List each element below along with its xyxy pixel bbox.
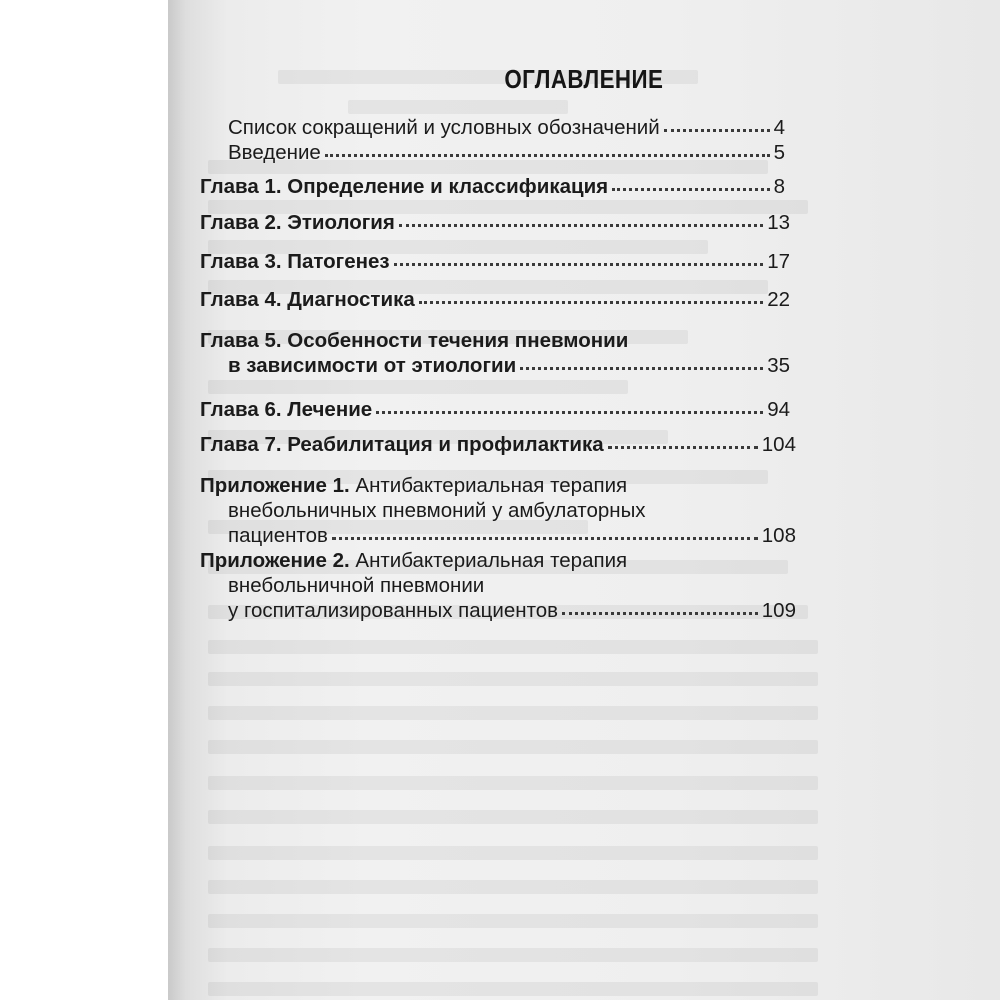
toc-label: Список сокращений и условных обозначений: [228, 116, 660, 139]
toc-page-number: 108: [761, 524, 796, 547]
leader-dots: [419, 300, 763, 304]
toc-entry-chapter-6[interactable]: [200, 398, 790, 422]
leader-dots: [562, 611, 758, 615]
toc-entry-chapter-4[interactable]: [200, 288, 790, 312]
leader-dots: [520, 366, 763, 370]
table-of-contents: [168, 0, 1000, 1000]
toc-page-number: 8: [773, 175, 785, 198]
toc-page-number: 35: [767, 354, 790, 377]
toc-page-number: 109: [761, 599, 796, 622]
toc-entry-appendix-2-line2: внебольничной пневмонии: [228, 574, 485, 597]
toc-label: Глава 3. Патогенез: [200, 250, 390, 273]
page-title: ОГЛАВЛЕНИЕ: [504, 64, 664, 94]
toc-entry-appendix-2[interactable]: [228, 599, 796, 623]
toc-label: Глава 7. Реабилитация и профилактика: [200, 433, 604, 456]
toc-page-number: 94: [767, 398, 790, 421]
toc-label: Глава 6. Лечение: [200, 398, 373, 421]
leader-dots: [376, 410, 763, 414]
appendix-title: Антибактериальная терапия: [355, 474, 628, 497]
toc-entry-chapter-3[interactable]: [200, 250, 790, 274]
appendix-prefix: Приложение 1.: [200, 474, 350, 497]
appendix-prefix: Приложение 2.: [200, 549, 350, 572]
leader-dots: [394, 262, 764, 266]
toc-entry-appendix-1-line2: внебольничных пневмоний у амбулаторных: [228, 499, 646, 522]
toc-entry-chapter-1[interactable]: [200, 175, 785, 199]
toc-entry-chapter-5-line1[interactable]: Глава 5. Особенности течения пневмонии: [200, 329, 629, 352]
leader-dots: [664, 128, 770, 132]
toc-label: Глава 1. Определение и классификация: [200, 175, 609, 198]
toc-page-number: 4: [773, 116, 785, 139]
toc-entry-chapter-2[interactable]: [200, 211, 790, 235]
toc-entry-intro[interactable]: [228, 141, 785, 165]
toc-page-number: 17: [767, 250, 790, 273]
toc-label: в зависимости от этиологии: [228, 354, 517, 377]
toc-entry-appendix-1-line1[interactable]: [200, 474, 627, 498]
toc-label: Глава 2. Этиология: [200, 211, 395, 234]
toc-entry-appendix-1[interactable]: [228, 524, 796, 548]
leader-dots: [612, 187, 769, 191]
toc-page-number: 13: [767, 211, 790, 234]
toc-entry-abbreviations[interactable]: [228, 116, 785, 140]
toc-page-number: 104: [761, 433, 796, 456]
leader-dots: [608, 445, 758, 449]
book-page: [168, 0, 1000, 1000]
toc-page-number: 22: [767, 288, 790, 311]
toc-label: Введение: [228, 141, 321, 164]
toc-label: пациентов: [228, 524, 328, 547]
leader-dots: [399, 223, 763, 227]
toc-page-number: 5: [773, 141, 785, 164]
toc-label: Глава 4. Диагностика: [200, 288, 415, 311]
appendix-title: Антибактериальная терапия: [355, 549, 628, 572]
leader-dots: [332, 536, 758, 540]
toc-label: у госпитализированных пациентов: [228, 599, 559, 622]
leader-dots: [325, 153, 770, 157]
toc-entry-chapter-5[interactable]: [228, 354, 790, 378]
toc-entry-chapter-7[interactable]: [200, 433, 796, 457]
toc-entry-appendix-2-line1[interactable]: [200, 549, 627, 573]
